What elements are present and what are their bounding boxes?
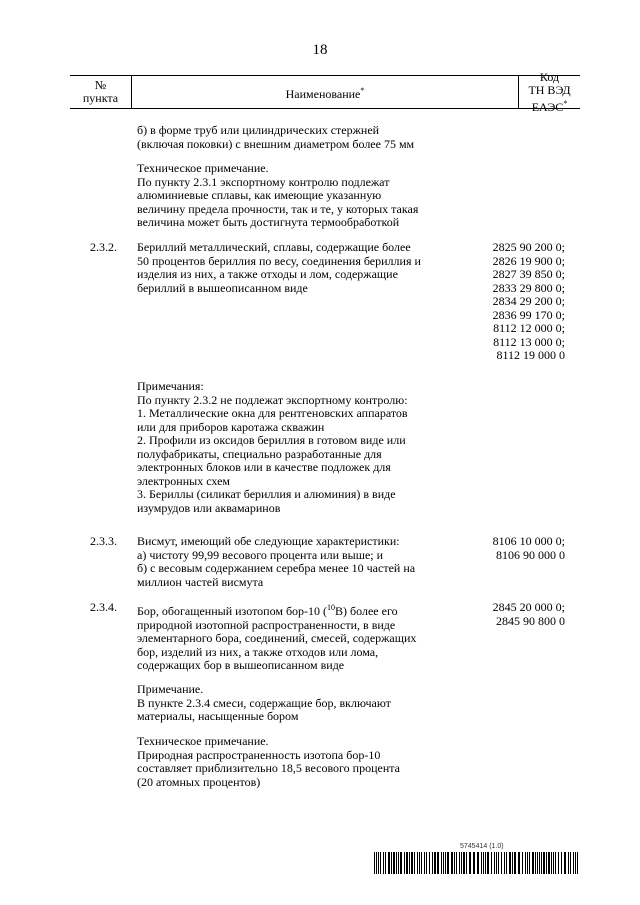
- barcode-bar: [535, 852, 536, 874]
- barcode-bar: [573, 852, 574, 874]
- barcode-bar: [383, 852, 384, 874]
- barcode-label: 5745414 (1.0): [460, 843, 504, 850]
- header-item-number: № пункта: [70, 76, 132, 108]
- barcode-bar: [481, 852, 482, 874]
- barcode-bar: [393, 852, 395, 874]
- header-code: Код ТН ВЭД ЕАЭС*: [528, 69, 571, 114]
- barcode-bar: [487, 852, 489, 874]
- item-number-2-3-2: 2.3.2.: [90, 240, 117, 254]
- barcode-bar: [501, 852, 502, 874]
- item-number-2-3-4: 2.3.4.: [90, 600, 117, 614]
- barcode-bar: [421, 852, 422, 874]
- barcode-bar: [537, 852, 538, 874]
- barcode-bar: [509, 852, 511, 874]
- barcode-bar: [532, 852, 534, 874]
- barcode-bar: [374, 852, 375, 874]
- barcode-bar: [477, 852, 479, 874]
- barcode-bar: [432, 852, 433, 874]
- item-2-3-3-text: Висмут, имеющий обе следующие характеристики: а) чистоту 99,99 весового процента или выше; и б) с весовым содержанием серебра менее 10 частей на миллион частей висмута: [137, 534, 416, 589]
- barcode-bar: [454, 852, 455, 874]
- barcode-bar: [527, 852, 528, 874]
- barcode-bar: [504, 852, 505, 874]
- barcode-bar: [429, 852, 430, 874]
- barcode-image: [374, 852, 580, 874]
- barcode-bar: [570, 852, 571, 874]
- barcode-bar: [466, 852, 467, 874]
- barcode-bar: [461, 852, 462, 874]
- barcode-bar: [404, 852, 405, 874]
- barcode-bar: [419, 852, 420, 874]
- barcode-bar: [558, 852, 559, 874]
- table-header: [70, 69, 580, 114]
- barcode-bar: [400, 852, 402, 874]
- barcode-bar: [434, 852, 436, 874]
- intro-text: б) в форме труб или цилиндрических стержней (включая поковки) с внешним диаметром более 75 мм: [137, 123, 415, 151]
- tech-note-2-3-4: Техническое примечание. Природная распространенность изотопа бор-10 составляет приблизительно 18,5 весового процента (20 атомных процентов): [137, 734, 400, 789]
- item-2-3-3-codes: 8106 10 000 0; 8106 90 000 0: [492, 534, 565, 562]
- barcode-bar: [539, 852, 540, 874]
- barcode-bar: [506, 852, 507, 874]
- item-2-3-4-text: Бор, обогащенный изотопом бор-10 ($^{10}$B) более его природной изотопной распространенности, в виде элементарного бора, соединений, смесей, содержащих бор, изделий из них, а также отходов или лома, содержащих бор в вышеописанном виде: [137, 601, 457, 673]
- barcode-bar: [406, 852, 408, 874]
- barcode-bar: [463, 852, 465, 874]
- barcode-bar: [378, 852, 379, 874]
- notes-2-3-2: Примечания: По пункту 2.3.2 не подлежат экспортному контролю: 1. Металлические окна для рентгеновских аппаратов или для приборов каротажа скважин 2. Профили из оксидов бериллия в готовом виде или полуфабрикаты, специально разработанные для электронных блоков или в качестве подложек для электронных схем 3. Бериллы (силикат бериллия и алюминия) в виде изумрудов или аквамаринов: [137, 379, 408, 515]
- barcode-bar: [483, 852, 484, 874]
- barcode-bar: [411, 852, 413, 874]
- barcode-bar: [525, 852, 526, 874]
- item-2-3-2-codes: 2825 90 200 0; 2826 19 900 0; 2827 39 850 0; 2833 29 800 0; 2834 29 200 0; 2836 99 170 0; 8112 12 000 0; 8112 13 000 0; 8112 19 000 0: [492, 240, 565, 362]
- barcode-bar: [376, 852, 377, 874]
- barcode-bar: [514, 852, 516, 874]
- barcode-bar: [541, 852, 542, 874]
- barcode-bar: [437, 852, 439, 874]
- barcode-bar: [409, 852, 410, 874]
- barcode-bar: [417, 852, 418, 874]
- barcode-bar: [518, 852, 520, 874]
- barcode-bar: [548, 852, 550, 874]
- barcode-bar: [451, 852, 453, 874]
- barcode-bar: [568, 852, 569, 874]
- barcode-bar: [391, 852, 392, 874]
- barcode-bar: [414, 852, 415, 874]
- barcode-bar: [561, 852, 562, 874]
- item-2-3-2-text: Бериллий металлический, сплавы, содержащие более 50 процентов бериллия по весу, соединения бериллия и изделия из них, а также отходы и лом, содержащие бериллий в вышеописанном виде: [137, 240, 421, 295]
- barcode-bar: [577, 852, 578, 874]
- barcode-bar: [385, 852, 386, 874]
- barcode-bar: [424, 852, 425, 874]
- barcode-bar: [441, 852, 442, 874]
- item-2-3-4-first-line: Бор, обогащенный изотопом бор-10 ($^{10}$B) более его: [137, 603, 398, 618]
- barcode-bar: [494, 852, 495, 874]
- barcode-bar: [522, 852, 523, 874]
- barcode-bar: [564, 852, 566, 874]
- barcode-bar: [443, 852, 444, 874]
- barcode-bar: [485, 852, 486, 874]
- item-2-3-4-codes: 2845 20 000 0; 2845 90 800 0: [492, 600, 565, 628]
- barcode-bar: [553, 852, 554, 874]
- header-name: Наименование*: [132, 76, 519, 108]
- tech-note-1: Техническое примечание. По пункту 2.3.1 экспортному контролю подлежат алюминиевые сплавы, как имеющие указанную величину предела прочности, так и те, у которых такая величина может быть достигнута термообработкой: [137, 161, 419, 229]
- barcode-bar: [512, 852, 513, 874]
- barcode-bar: [543, 852, 545, 874]
- barcode-bar: [551, 852, 552, 874]
- barcode-bar: [498, 852, 499, 874]
- barcode-bar: [491, 852, 492, 874]
- barcode-bar: [546, 852, 547, 874]
- barcode-bar: [426, 852, 427, 874]
- item-number-2-3-3: 2.3.3.: [90, 534, 117, 548]
- barcode-bar: [380, 852, 381, 874]
- note-2-3-4: Примечание. В пункте 2.3.4 смеси, содержащие бор, включают материалы, насыщенные бором: [137, 682, 391, 723]
- barcode-bar: [469, 852, 471, 874]
- barcode-bar: [459, 852, 460, 874]
- barcode-bar: [447, 852, 449, 874]
- barcode-bar: [473, 852, 475, 874]
- barcode-bar: [388, 852, 390, 874]
- barcode-bar: [445, 852, 446, 874]
- barcode-bar: [398, 852, 399, 874]
- barcode-bar: [529, 852, 530, 874]
- barcode-bar: [555, 852, 556, 874]
- barcode-bar: [575, 852, 576, 874]
- page-number: 18: [312, 42, 328, 58]
- barcode-bar: [456, 852, 457, 874]
- barcode-bar: [496, 852, 497, 874]
- barcode-bar: [396, 852, 397, 874]
